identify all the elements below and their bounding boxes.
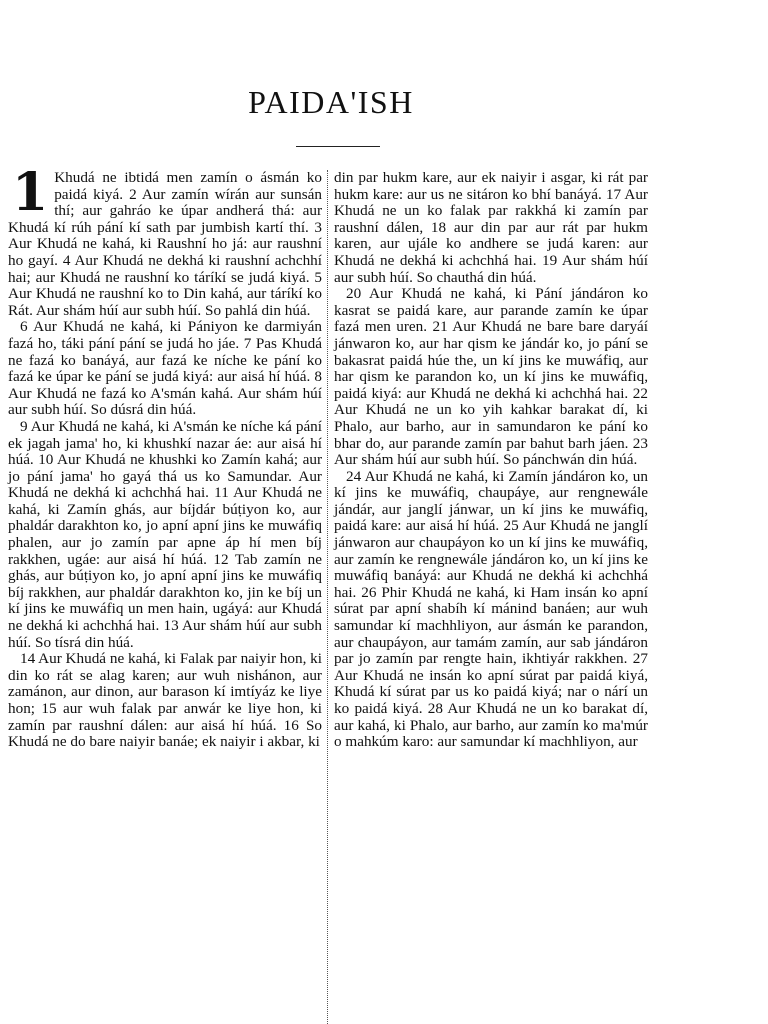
left-column bbox=[8, 162, 322, 751]
page-title: PAIDA'ISH bbox=[248, 84, 414, 120]
paragraph-verses-9-13: 9 Aur Khudá ne kahá, ki A'smán ke níche ká pání ek jagah jama' ho, ki khushkí nazar áe: aur aisá hí húá. 10 Aur Khudá ne khushki ko Zamín kahá; aur jo pání jama' ho gayá thá us ko Samundar. Aur Khudá ne dekhá ki achchhá hai. 11 Aur Khudá ne kahá, ki Zamín ghás, aur bíjdár búṭiyon ko, aur phaldár darakhton ko, jo apní apní jins ke muwáfiq phalen, aur jo zamín par apne áp hí men bíj rakkhen, ugáe: aur aisá hí húá. 12 Tab zamín ne ghás, aur búṭiyon ko, jo apní apní jins ke muwáfiq bíj rakkhen, aur phaldár darakhton ko, jin ke bíj un kí jins ke muwáfiq un men hain, ugáyá: aur Khudá ne dekhá ki achchhá hai. 13 Aur shám húí aur subh húí. So tísrá din húá. bbox=[8, 417, 322, 651]
paragraph-verses-1-5: Khudá ne ibtidá men zamín o ásmán ko paidá kiyá. 2 Aur zamín wírán aur sunsán thí; aur gahráo ke úpar andherá thá: aur Khudá kí rúh pání kí sath par jumbish kartí thí. 3 Aur Khudá ne kahá, ki Raushní ho já: aur raushní ho gayí. 4 Aur Khudá ne dekhá ki raushní achchhí hai; aur Khudá ne raushní ko táríkí se judá kiyá. 5 Aur Khudá ne raushní ko to Din kahá, aur táríkí ko Rát. Aur shám húí aur subh húí. So pahlá din húá. bbox=[8, 169, 322, 319]
paragraph-verses-24-28: 24 Aur Khudá ne kahá, ki Zamín jándáron ko, un kí jins ke muwáfiq, chaupáye, aur rengnewále jándár, aur janglí jánwar, un kí jins ke muwáfiq, paidá kare: aur aisá hí húá. 25 Aur Khudá ne janglí jánwaron aur chaupáyon ko un kí jins ke muwáfiq, aur zamín ke rengnewále jándáron ko, un kí jins ke muwáfiq banáyá: aur Khudá ne dekhá ki achchhá hai. 26 Phir Khudá ne kahá, ki Ham insán ko apní súrat par apní shabíh kí mánind banáen; aur wuh samundar kí machhliyon, aur ásmán ke parandon, aur chaupáyon, aur tamám zamín, aur sab jándáron par jo zamín par rengte hain, ikhtiyár rakkhen. 27 Aur Khudá ne insán ko apní súrat par paidá kiyá, Khudá kí súrat par us ko paidá kiyá; nar o nárí un ko paidá kiyá. 28 Aur Khudá ne un ko barakat dí, aur kahá, ki Phalo, aur barho, aur zamín ko ma'múr o mahkúm karo: aur samundar kí machhliyon, aur bbox=[334, 467, 648, 751]
title-rule bbox=[296, 146, 380, 147]
column-divider bbox=[327, 170, 328, 1024]
paragraph-verses-16-19: din par hukm kare, aur ek naiyir i asgar, ki rát par hukm kare: aur us ne sitáron ko bhí banáyá. 17 Aur Khudá ne un ko falak par rakkhá ki zamín par raushní dálen, 18 aur din par aur rát par hukm karen, aur ujále ko andhere se judá karen: aur Khudá ne dekhá ki achchhá hai. 19 Aur shám húí aur subh húí. So chauthá din húá. bbox=[334, 169, 648, 286]
paragraph-verses-6-8: 6 Aur Khudá ne kahá, ki Pániyon ke darmiyán fazá ho, táki pání pání se judá ho jáe. 7 Pas Khudá ne fazá ko banáyá, aur fazá ke níche ke pání ko fazá ke úpar ke pání se judá kiyá: aur aisá hí húá. 8 Aur Khudá ne fazá ko A'smán kahá. Aur shám húí aur subh húí. So dúsrá din húá. bbox=[8, 318, 322, 419]
paragraph-verses-20-23: 20 Aur Khudá ne kahá, ki Pání jándáron ko kasrat se paidá kare, aur parande zamín ke úpar fazá men uren. 21 Aur Khudá ne bare bare daryáí jánwaron ko, aur har qism ke jándár ko, jo pání se bakasrat paidá húe the, un kí jins ke muwáfiq, aur har qism ke parandon ko, un kí jins ke muwáfiq, paidá kiyá: aur Khudá ne dekhá ki achchhá hai. 22 Aur Khudá ne un ko yih kahkar barakat dí, ki Phalo, aur barho, aur in samundaron ke pání ko bhar do, aur parande zamín par bahut barh jáen. 23 Aur shám húí aur subh húí. So pánchwán din húá. bbox=[334, 285, 648, 469]
paragraph-verses-14-16: 14 Aur Khudá ne kahá, ki Falak par naiyir hon, ki din ko rát se alag karen; aur wuh nishánon, aur zamánon, aur dinon, aur barason kí imtíyáz ke liye hon; 15 aur wuh falak par anwár ke liye hon, ki zamín par raushní dálen: aur aisá hí húá. 16 So Khudá ne do bare naiyir banáe; ek naiyir i akbar, ki bbox=[8, 650, 322, 751]
right-column bbox=[334, 170, 648, 751]
chapter-number: 1 bbox=[12, 162, 49, 223]
